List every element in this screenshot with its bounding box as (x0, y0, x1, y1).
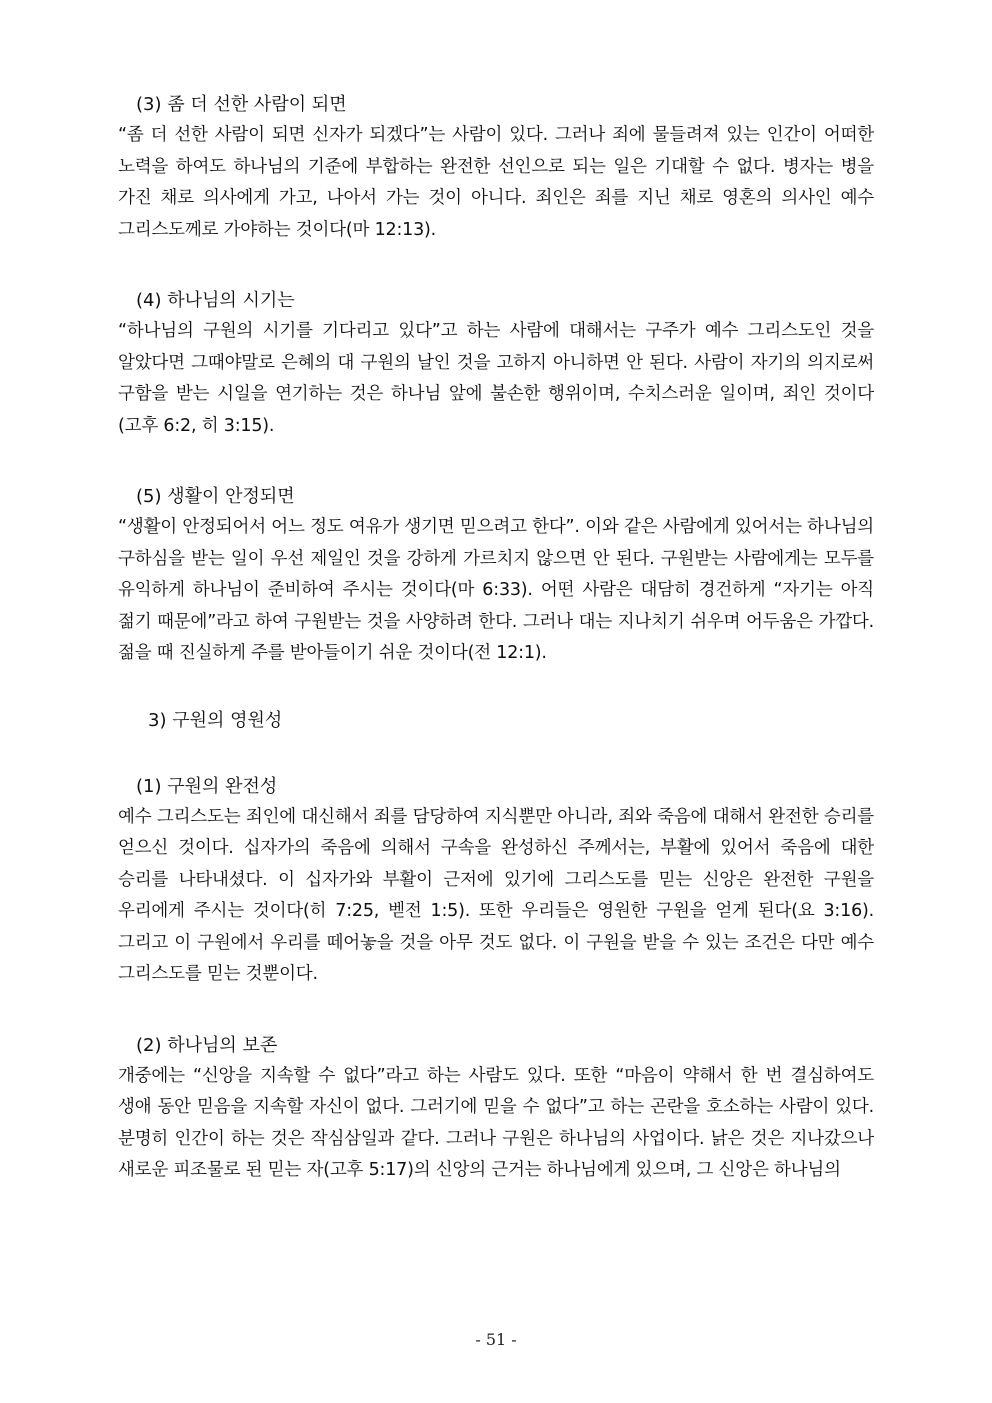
section-heading-5: (5) 생활이 안정되면 (136, 486, 295, 507)
subsection-heading-1: (1) 구원의 완전성 (136, 775, 278, 797)
chapter-heading: 3) 구원의 영원성 (148, 709, 283, 731)
section-heading-4: (4) 하나님의 시기는 (136, 290, 295, 311)
page-body (118, 90, 874, 1187)
section-heading-3: (3) 좀 더 선한 사람이 되면 (136, 94, 347, 115)
section-text-5: “생활이 안정되어서 어느 정도 여유가 생기면 믿으려고 한다”. 이와 같은 사람에게 있어서는 하나님의 구하심을 받는 일이 우선 제일인 것을 강하게 가르치지 않으면 안 된다. 구원받는 사람에게는 모두를 유익하게 하나님이 준비하여 주시는 것이다(마 6:33). 어떤 사람은 대담히 경건하게 “자기는 아직 젊기 때문에”라고 하여 구원받는 것을 사양하려 한다. 그러나 대는 지나치기 쉬우며 어두움은 가깝다. 젊을 때 진실하게 주를 받아들이기 쉬운 것이다(전 12:1). (118, 517, 874, 663)
subsection-text-2: 개중에는 “신앙을 지속할 수 없다”라고 하는 사람도 있다. 또한 “마음이 약해서 한 번 결심하여도 생애 동안 믿음을 지속할 자신이 없다. 그러기에 믿을 수 없다”고 하는 곤란을 호소하는 사람이 있다. 분명히 인간이 하는 것은 작심삼일과 같다. 그러나 구원은 하나님의 사업이다. 낡은 것은 지나갔으나 새로운 피조물로 된 믿는 자(고후 5:17)의 신앙의 근거는 하나님에게 있으며, 그 신앙은 하나님의 (118, 1065, 874, 1180)
subsection-heading-2: (2) 하나님의 보존 (136, 1034, 278, 1056)
section-text-3: “좀 더 선한 사람이 되면 신자가 되겠다”는 사람이 있다. 그러나 죄에 물들려져 있는 인간이 어떠한 노력을 하여도 하나님의 기준에 부합하는 완전한 선인으로 되는 일은 기대할 수 없다. 병자는 병을 가진 채로 의사에게 가고, 나아서 가는 것이 아니다. 죄인은 죄를 지닌 채로 영혼의 의사인 예수 그리스도께로 가야하는 것이다(마 12:13). (118, 125, 874, 240)
section-text-4: “하나님의 구원의 시기를 기다리고 있다”고 하는 사람에 대해서는 구주가 예수 그리스도인 것을 알았다면 그때야말로 은혜의 대 구원의 날인 것을 고하지 아니하면 안 된다. 사람이 자기의 의지로써 구함을 받는 시일을 연기하는 것은 하나님 앞에 불손한 행위이며, 수치스러운 일이며, 죄인 것이다(고후 6:2, 히 3:15). (118, 321, 874, 436)
page-number: - 51 - (475, 1330, 517, 1349)
subsection-text-1: 예수 그리스도는 죄인에 대신해서 죄를 담당하여 지식뿐만 아니라, 죄와 죽음에 대해서 완전한 승리를 얻으신 것이다. 십자가의 죽음에 의해서 구속을 완성하신 주께서는, 부활에 있어서 죽음에 대한 승리를 나타내셨다. 이 십자가와 부활이 근저에 있기에 그리스도를 믿는 신앙은 완전한 구원을 우리에게 주시는 것이다(히 7:25, 벧전 1:5). 또한 우리들은 영원한 구원을 얻게 된다(요 3:16). 그리고 이 구원에서 우리를 떼어놓을 것을 아무 것도 없다. 이 구원을 받을 수 있는 조건은 다만 예수 그리스도를 믿는 것뿐이다. (118, 806, 874, 984)
